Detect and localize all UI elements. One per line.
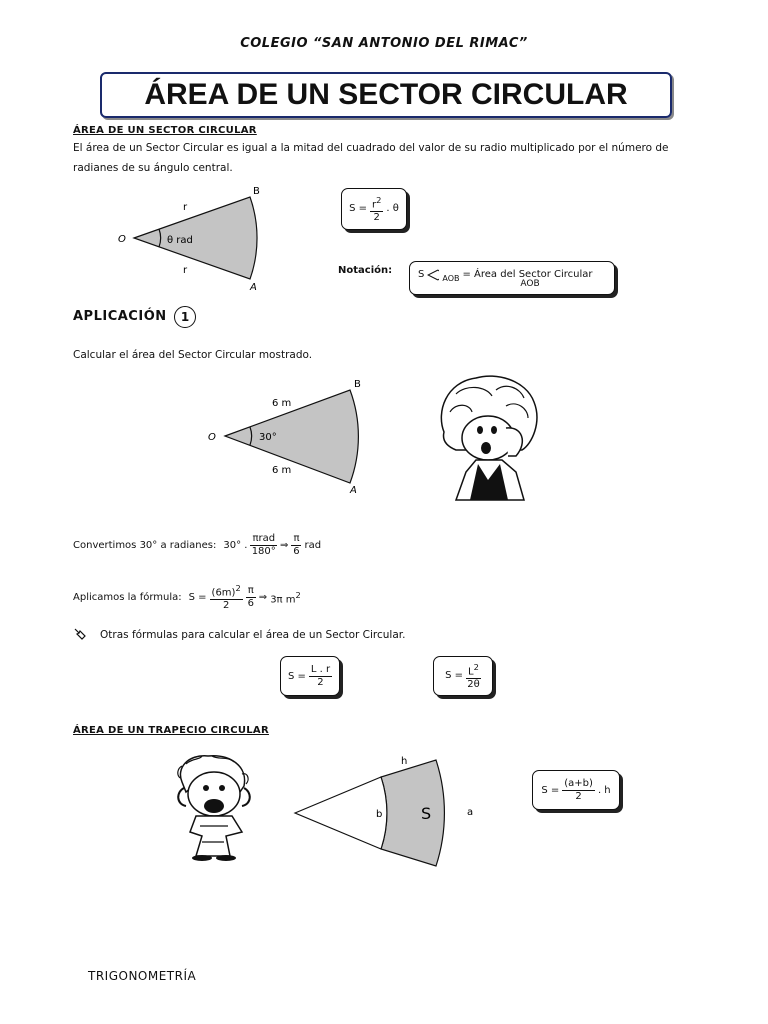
trap-label-b: b xyxy=(376,809,383,820)
apply-den2: 6 xyxy=(247,597,254,609)
hand-pointer-icon xyxy=(73,627,87,641)
trap-label-a: a xyxy=(467,807,474,818)
conversion-den2: 6 xyxy=(293,546,300,557)
application-number: 1 xyxy=(174,306,196,328)
apply-exp1: 2 xyxy=(235,583,241,593)
apply-formula-line xyxy=(73,582,301,612)
formula-tail: . θ xyxy=(386,203,399,215)
formula-exp: 2 xyxy=(376,194,382,205)
label-o: O xyxy=(118,234,126,245)
trap-label-h: h xyxy=(401,756,408,767)
formula-trap-tail: . h xyxy=(597,784,611,796)
formula2-lhs: S = xyxy=(287,670,306,682)
sector-diagram xyxy=(110,180,290,295)
formula-arc-length-box xyxy=(280,656,340,696)
formula2-num: L . r xyxy=(310,663,331,675)
formula-den: 2 xyxy=(373,212,380,224)
application-prompt: Calcular el área del Sector Circular mostrado. xyxy=(73,349,313,361)
notation-s: S xyxy=(418,269,425,280)
label-r-bottom: r xyxy=(183,265,188,276)
conversion-line xyxy=(73,533,321,558)
formula-trap-num: (a+b) xyxy=(564,777,593,789)
formula3-den: 2θ xyxy=(467,679,480,691)
application-sector-shape xyxy=(225,390,358,483)
trap-label-s: S xyxy=(421,804,432,823)
apply-num2: π xyxy=(247,584,254,596)
formula3-num: L xyxy=(468,666,474,678)
app-label-o: O xyxy=(208,432,216,443)
formula-trap-lhs: S = xyxy=(541,784,560,796)
formula3-exp: 2 xyxy=(473,661,479,672)
app-label-b: B xyxy=(354,379,361,390)
formula-arc-angle-box xyxy=(433,656,493,696)
implies-arrow-icon: ⇒ xyxy=(280,540,289,551)
label-a: A xyxy=(250,282,257,293)
app-label-angle: 30° xyxy=(259,432,277,443)
conversion-unit: rad xyxy=(304,540,322,551)
notation-box xyxy=(409,261,615,295)
notation-label: Notación: xyxy=(338,265,393,276)
footer-subject: TRIGONOMETRÍA xyxy=(88,969,197,983)
trapecio-shape xyxy=(381,760,444,866)
formula-lhs: S = xyxy=(349,203,367,215)
notation-under: AOB xyxy=(520,279,540,289)
app-label-r-bottom: 6 m xyxy=(272,465,292,476)
school-name: COLEGIO “SAN ANTONIO DEL RIMAC” xyxy=(240,36,528,51)
formula3-lhs: S = xyxy=(445,670,463,682)
conversion-den1: 180° xyxy=(251,546,276,557)
sector-shape xyxy=(134,197,257,279)
apply-lhs: S = xyxy=(188,591,207,603)
implies-arrow-icon: ⇒ xyxy=(258,591,268,603)
conversion-a: 30° . xyxy=(223,540,248,551)
app-label-r-top: 6 m xyxy=(272,398,292,409)
formula-num: r xyxy=(371,199,377,211)
apply-result-exp: 2 xyxy=(295,589,301,600)
page-title: ÁREA DE UN SECTOR CIRCULAR xyxy=(100,72,672,118)
apply-result: 3π m xyxy=(270,593,296,605)
label-b: B xyxy=(253,186,260,197)
apply-text: Aplicamos la fórmula: xyxy=(73,591,182,603)
worried-person-illustration xyxy=(436,372,544,504)
label-r-top: r xyxy=(183,202,188,213)
formula2-den: 2 xyxy=(317,676,324,688)
section-heading-sector: ÁREA DE UN SECTOR CIRCULAR xyxy=(73,125,257,136)
trapecio-diagram xyxy=(290,752,490,872)
app-label-a: A xyxy=(350,485,357,496)
application-label: APLICACIÓN xyxy=(73,309,167,324)
conversion-num1: πrad xyxy=(252,533,276,544)
happy-person-illustration xyxy=(172,752,258,862)
label-angle: θ rad xyxy=(167,235,193,246)
apply-den1: 2 xyxy=(222,600,230,612)
conversion-num2: π xyxy=(293,533,300,544)
notation-sub: AOB xyxy=(442,274,460,283)
section-description: El área de un Sector Circular es igual a la mitad del cuadrado del valor de su radio multiplicado por el número de radianes de su ángulo central. xyxy=(73,142,669,174)
application-sector-diagram xyxy=(200,372,370,497)
other-formulas-text: Otras fórmulas para calcular el área de un Sector Circular. xyxy=(100,629,406,641)
conversion-text: Convertimos 30° a radianes: xyxy=(73,540,217,551)
apply-num1: (6m) xyxy=(211,587,236,599)
section-heading-trapecio: ÁREA DE UN TRAPECIO CIRCULAR xyxy=(73,725,269,736)
inner-sector-shape xyxy=(295,777,387,849)
formula-trap-den: 2 xyxy=(575,790,582,802)
notation-eq: = Área del Sector Circular xyxy=(462,269,593,280)
formula-trapecio-box xyxy=(532,770,620,810)
formula-sector-box xyxy=(341,188,407,230)
